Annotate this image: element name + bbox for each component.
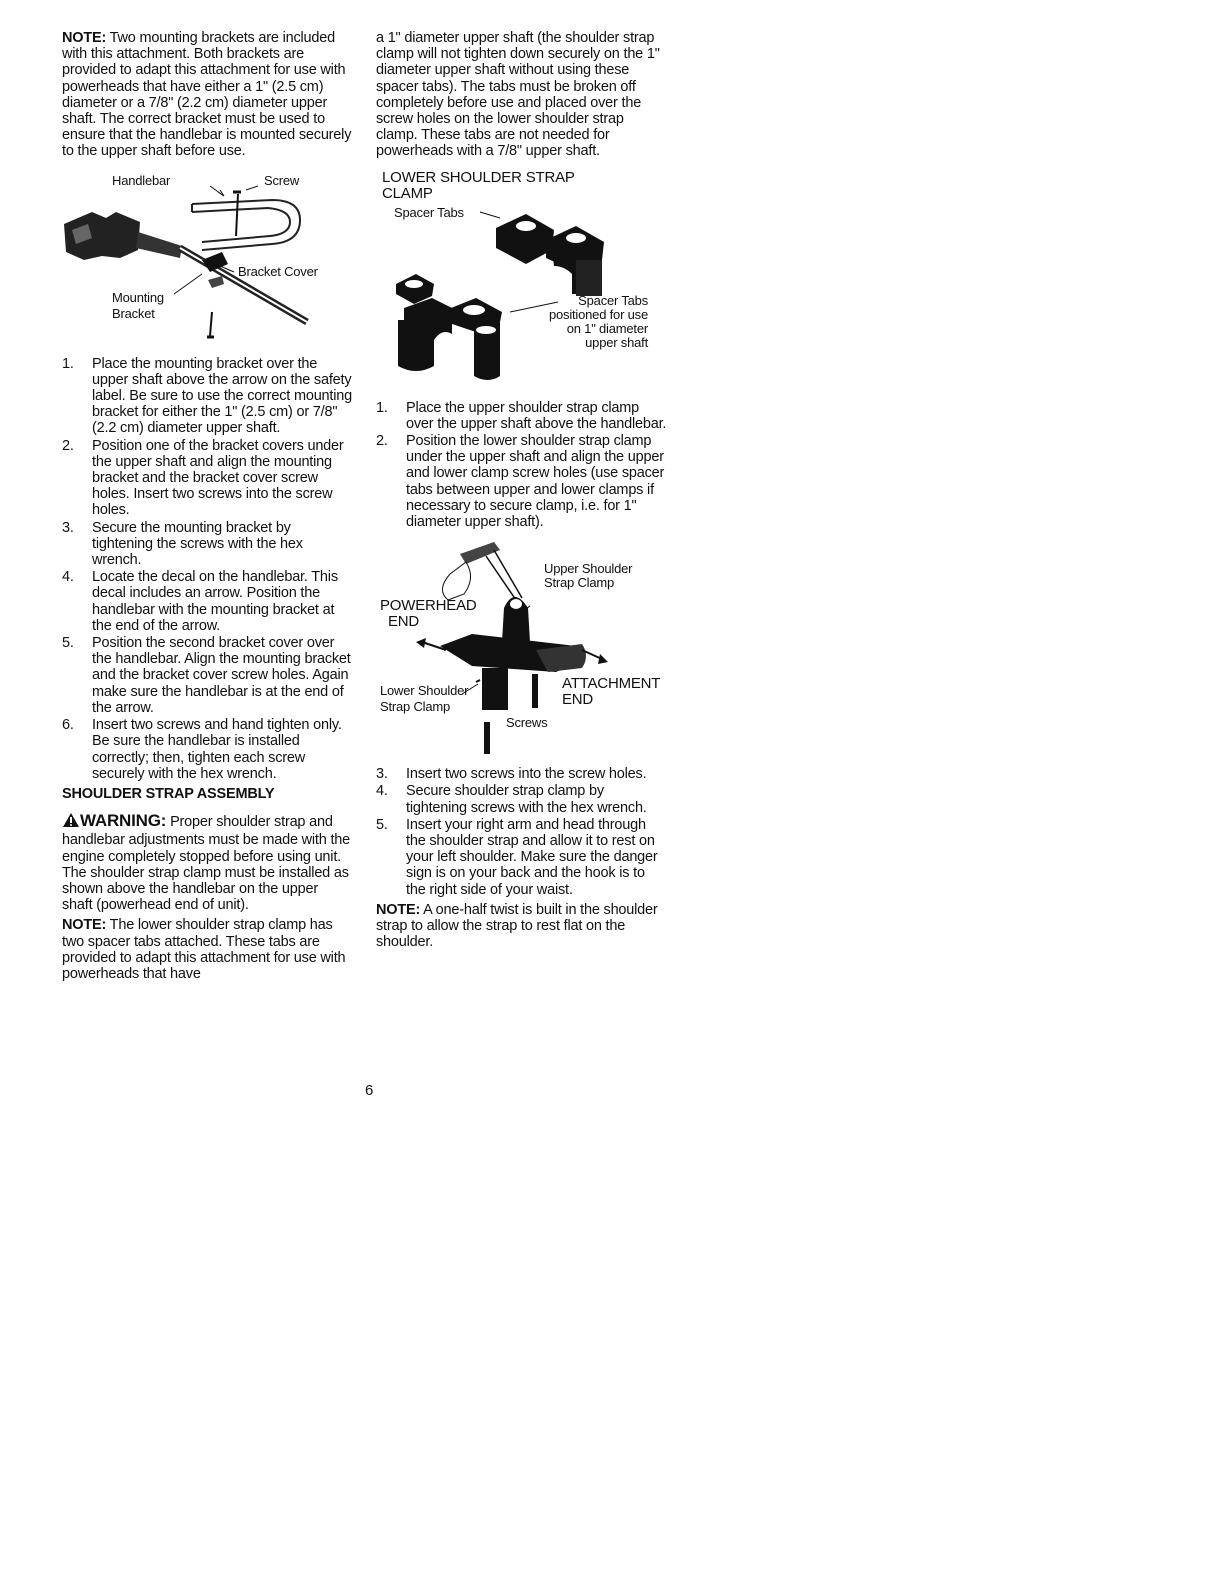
step-text: Insert your right arm and head through the shoulder strap and allow it to rest on your left shoulder. Make sure the danger sign is on your back and the hook is to the right side of your waist. — [406, 816, 658, 898]
note-label: NOTE: — [62, 917, 107, 934]
section-heading: SHOULDER STRAP ASSEMBLY — [62, 785, 275, 802]
note-mounting-brackets — [62, 30, 352, 160]
label-powerhead: POWERHEAD — [380, 597, 477, 615]
step-number: 3. — [62, 519, 74, 536]
label-screw: Screw — [264, 172, 300, 188]
label-lower-shoulder: Lower Shoulder — [380, 683, 469, 699]
warning-paragraph — [62, 812, 352, 913]
label-bracket: Bracket — [112, 305, 155, 321]
list-item — [376, 766, 668, 782]
figure-title-line2: CLAMP — [382, 184, 433, 202]
list-item — [376, 783, 668, 815]
label-strap-clamp-upper: Strap Clamp — [544, 575, 615, 591]
step-number: 2. — [376, 433, 388, 450]
list-item — [62, 717, 352, 782]
step-number: 6. — [62, 717, 74, 734]
label-mounting: Mounting — [112, 289, 164, 305]
step-text: Locate the decal on the handlebar. This decal includes an arrow. Position the handlebar with the mounting bracket at the end of the arrow. — [92, 569, 338, 634]
step-number: 1. — [376, 399, 388, 416]
warning-label: WARNING: — [80, 811, 167, 831]
list-item — [62, 438, 352, 519]
step-text: Position the lower shoulder strap clamp under the upper shaft and align the upper and lower clamp screw holes (use spacer tabs between upper and lower clamps if necessary to secure clamp, i.e. for 1" diameter upper shaft). — [406, 433, 665, 531]
label-attachment: ATTACHMENT — [562, 675, 661, 693]
step-number: 1. — [62, 355, 74, 372]
warning-text: Proper shoulder strap and handlebar adjustments must be made with the engine completely stopped before using unit. The shoulder strap clamp must be installed as shown above the handlebar on the upper shaft (powerhead end of unit). — [62, 814, 351, 914]
list-item — [62, 520, 352, 569]
step-text: Insert two screws into the screw holes. — [406, 766, 647, 783]
list-item — [376, 817, 668, 898]
label-on-diameter: on 1" diameter — [566, 320, 648, 336]
note-label: NOTE: — [376, 901, 421, 918]
label-powerhead-end: END — [388, 613, 420, 631]
list-item — [62, 569, 352, 634]
list-item — [62, 356, 352, 437]
step-number: 2. — [62, 437, 74, 454]
label-upper-shoulder: Upper Shoulder — [544, 561, 633, 577]
left-column — [62, 30, 352, 986]
step-text: Secure shoulder strap clamp by tightening screws with the hex wrench. — [406, 783, 647, 816]
warning-icon — [62, 812, 80, 832]
note-text: Two mounting brackets are included with this attachment. Both brackets are provided to adapt this attachment for use with powerheads that have either a 1" (2.5 cm) diameter or a 7/8" (2.2 cm) diameter upper shaft. The correct bracket must be used to ensure that the handlebar is mounted securely to the upper shaft before use. — [62, 30, 352, 160]
note-text: A one-half twist is built in the shoulder strap to allow the strap to rest flat on the shoulder. — [376, 901, 658, 951]
handlebar-mounting-illustration — [62, 172, 352, 350]
label-spacer-tabs-positioned: Spacer Tabs — [578, 292, 648, 308]
step-text: Place the upper shoulder strap clamp over the upper shaft above the handlebar. — [406, 399, 667, 432]
note-spacer-tabs — [62, 917, 352, 982]
step-text: Position one of the bracket covers under the upper shaft and align the mounting bracket and the bracket cover screw holes. Insert two screws into the screw holes. — [92, 437, 344, 519]
spacer-tabs-continued: a 1" diameter upper shaft (the shoulder strap clamp will not tighten down securely on the 1" diameter upper shaft without using these spacer tabs). The tabs must be broken off completely before use and placed over the screw holes on the lower shoulder strap clamp. These tabs are not needed for powerheads with a 7/8" upper shaft. — [376, 30, 660, 160]
note-label: NOTE: — [62, 30, 107, 46]
note-one-half-twist — [376, 902, 668, 951]
handlebar-mounting-figure — [62, 172, 352, 350]
clamp-steps-list-b — [376, 766, 668, 898]
step-number: 5. — [376, 816, 388, 833]
label-spacer-tabs: Spacer Tabs — [394, 204, 464, 220]
figure-title-line1: LOWER SHOULDER STRAP — [382, 168, 575, 186]
step-text: Place the mounting bracket over the upper shaft above the arrow on the safety label. Be sure to use the correct mounting bracket for either the 1" (2.5 cm) or 7/8" (2.2 cm) diameter upper shaft. — [92, 355, 352, 437]
step-text: Secure the mounting bracket by tightening the screws with the hex wrench. — [92, 519, 303, 569]
label-attachment-end: END — [562, 691, 594, 709]
step-number: 4. — [376, 783, 388, 800]
list-item — [376, 433, 668, 530]
label-positioned-for-use: positioned for use — [548, 306, 648, 322]
page-number: 6 — [365, 1082, 374, 1099]
lower-clamp-illustration — [376, 170, 668, 396]
list-item — [376, 400, 668, 432]
clamp-steps-list-a — [376, 400, 668, 531]
label-upper-shaft: upper shaft — [585, 334, 648, 350]
label-bracket-cover: Bracket Cover — [238, 263, 318, 279]
handlebar-steps-list — [62, 356, 352, 782]
step-number: 3. — [376, 766, 388, 783]
step-text: Insert two screws and hand tighten only. Be sure the handlebar is installed correctly; then, tighten each screw securely with the hex wrench. — [92, 717, 342, 782]
step-text: Position the second bracket cover over the handlebar. Align the mounting bracket and the bracket cover screw holes. Again make sure the handlebar is at the end of the arrow. — [92, 635, 351, 716]
label-handlebar: Handlebar — [112, 172, 171, 188]
label-screws: Screws — [506, 715, 548, 731]
step-number: 5. — [62, 635, 74, 652]
step-number: 4. — [62, 569, 74, 586]
label-strap-clamp-lower: Strap Clamp — [380, 699, 451, 715]
shoulder-clamp-figure — [376, 538, 668, 756]
note-text: The lower shoulder strap clamp has two spacer tabs attached. These tabs are provided to adapt this attachment for use with powerheads that have — [62, 917, 346, 982]
list-item — [62, 635, 352, 716]
right-column — [376, 30, 668, 954]
lower-clamp-figure — [376, 170, 668, 396]
